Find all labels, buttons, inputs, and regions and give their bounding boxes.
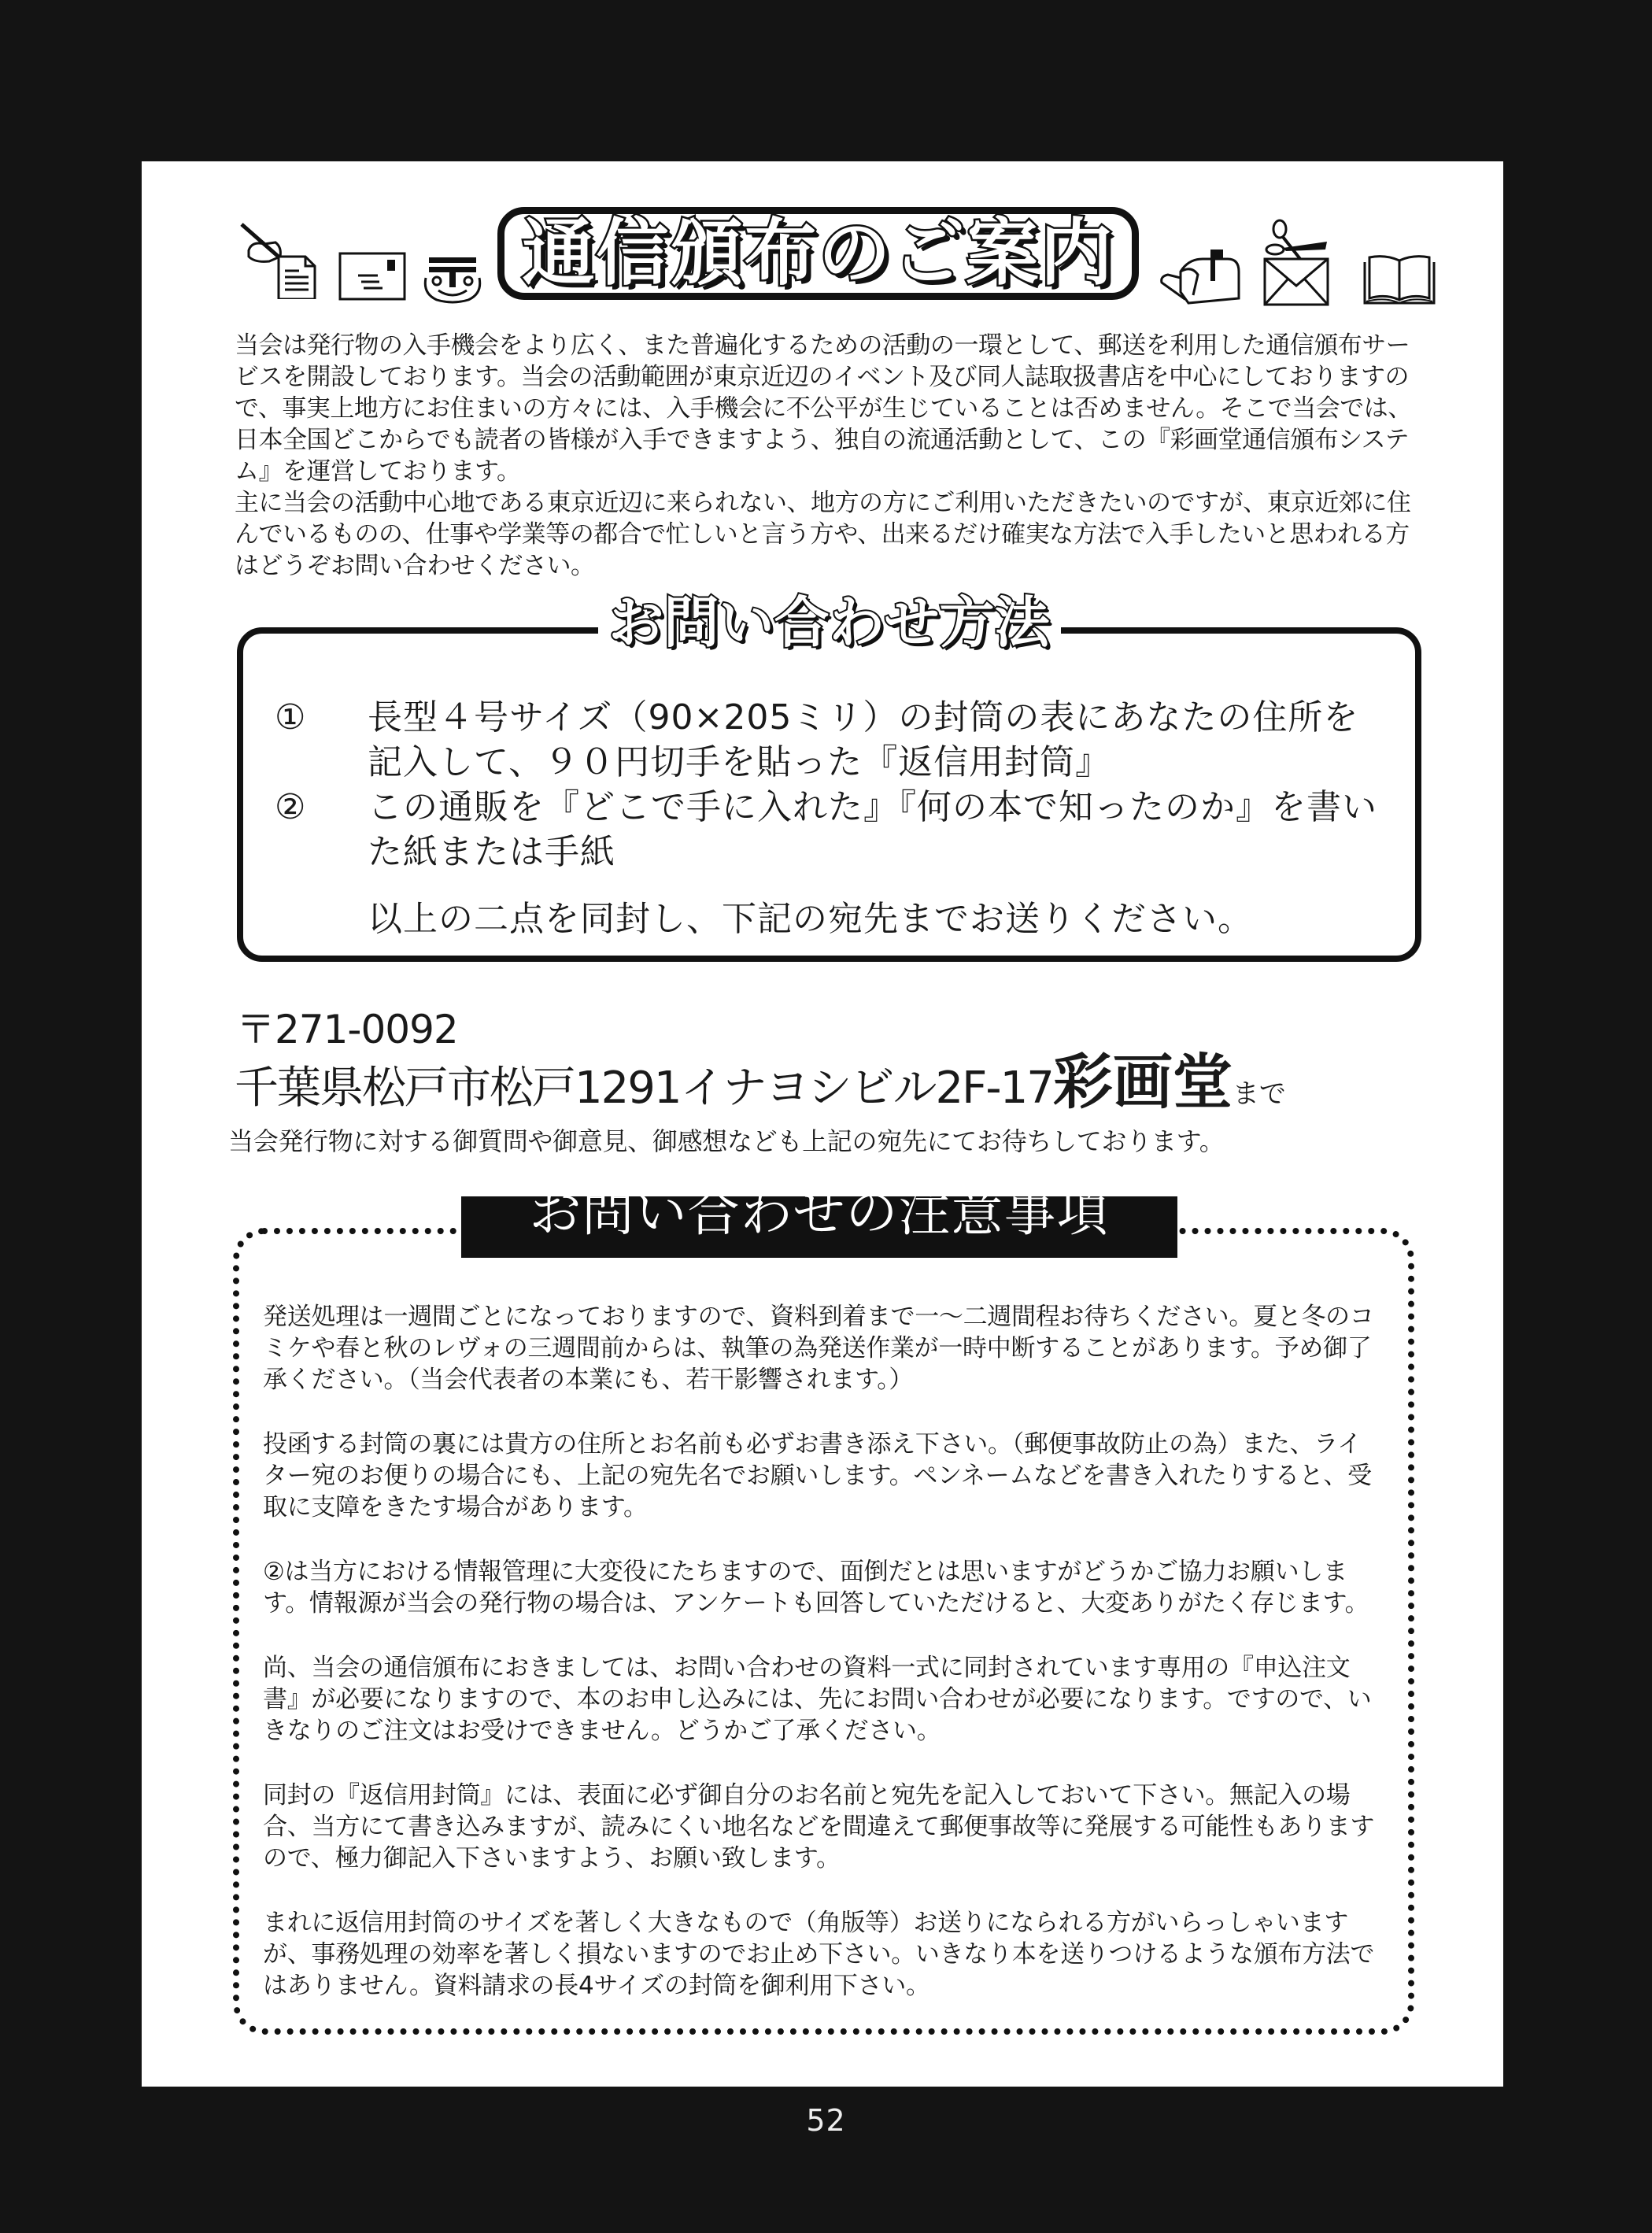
item-text: 長型４号サイズ（90×205ミリ）の封筒の表にあなたの住所を記入して、９０円切手を貼った『返信用封筒』 xyxy=(368,697,1359,782)
caution-paragraph: ②は当方における情報管理に大変役にたちますので、面倒だとは思いますがどうかご協力お願いします。情報源が当会の発行物の場合は、アンケートも回答していただけると、大変ありがたく存じます。 xyxy=(263,1558,1369,1617)
intro-paragraph: 当会は発行物の入手機会をより広く、また普遍化するための活動の一環として、郵送を利用した通信頒布サービスを開設しております。当会の活動範囲が東京近辺のイベント及び同人誌取扱書店を中心にしておりますので、事実上地方にお住まいの方々には、入手機会に不公平が生じていることは否めません。そこで当会では、日本全国どこからでも読者の皆様が入手できますよう、独自の流通活動として、この『彩画堂通信頒布システム』を運営しております。 xyxy=(235,331,1412,486)
organization-name: 彩画堂 xyxy=(1052,1047,1233,1117)
caution-paragraph: 投函する封筒の裏には貴方の住所とお名前も必ずお書き添え下さい。（郵便事故防止の為）また、ライター宛のお便りの場合にも、上記の宛先名でお願いします。ペンネームなどを書き入れたりすると、受取に支障をきたす場合があります。 xyxy=(263,1430,1372,1521)
page-number: 52 xyxy=(806,2103,846,2138)
inquiry-method-footer: 以上の二点を同封し、下記の宛先までお送りください。 xyxy=(368,899,1253,939)
caution-title-text: お問い合わせの注意事項 xyxy=(529,1182,1110,1243)
address-line: 千葉県松戸市松戸1291イナヨシビル2F-17 xyxy=(235,1063,1053,1114)
writing-hand-document-icon xyxy=(238,220,316,299)
page-title: 通信頒布のご案内 xyxy=(522,211,1114,295)
inquiry-method-box xyxy=(237,590,1421,962)
intro-paragraph: 主に当会の活動中心地である東京近辺に来られない、地方の方にご利用いただきたいのですが、東京近郊に住んでいるものの、仕事や学業等の都合で忙しいと言う方や、出来るだけ確実な方法で入手したいと思われる方はどうぞお問い合わせください。 xyxy=(235,489,1411,580)
inquiry-method-item xyxy=(275,785,1392,874)
item-number: ① xyxy=(275,697,307,738)
caution-paragraph: 尚、当会の通信頒布におきましては、お問い合わせの資料一式に同封されています専用の『申込注文書』が必要になりますので、本のお申し込みには、先にお問い合わせが必要になります。ですので、いきなりのご注文はお受けできません。どうかご了承ください。 xyxy=(263,1654,1372,1745)
caution-paragraph: 発送処理は一週間ごとになっておりますので、資料到着まで一～二週間程お待ちください。夏と冬のコミケや春と秋のレヴォの三週間前からは、執筆の為発送作業が一時中断することがあります。予め御了承ください。（当会代表者の本業にも、若干影響されます。） xyxy=(263,1303,1374,1394)
item-text: この通販を『どこで手に入れた』『何の本で知ったのか』を書いた紙または手紙 xyxy=(368,787,1377,872)
address-suffix: まで xyxy=(1232,1078,1286,1110)
scissors-envelope-icon xyxy=(1262,218,1330,306)
item-number: ② xyxy=(275,787,307,827)
mailing-address xyxy=(235,1047,1286,1126)
inquiry-method-title: お問い合わせ方法 xyxy=(598,593,1061,653)
document-page xyxy=(142,161,1503,2087)
open-book-icon xyxy=(1362,254,1437,306)
envelope-icon xyxy=(338,252,406,301)
postal-mark-face-icon xyxy=(421,256,484,305)
address-note: 当会発行物に対する御質問や御意見、御感想なども上記の宛先にてお待ちしております。 xyxy=(228,1126,1225,1156)
inquiry-method-item xyxy=(275,695,1392,785)
title-banner xyxy=(497,207,1139,300)
caution-paragraph: 同封の『返信用封筒』には、表面に必ず御自分のお名前と宛先を記入しておいて下さい。無記入の場合、当方にて書き込みますが、読みにくい地名などを間違えて郵便事故等に発展する可能性もありますので、極力御記入下さいますよう、お願い致します。 xyxy=(263,1781,1375,1873)
postal-code: 〒271-0092 xyxy=(236,1007,458,1052)
caution-box xyxy=(233,1182,1414,2035)
caution-title xyxy=(461,1182,1177,1258)
mailbox-icon xyxy=(1157,248,1244,307)
caution-body xyxy=(263,1301,1380,2035)
caution-paragraph: まれに返信用封筒のサイズを著しく大きなもので（角版等）お送りになられる方がいらっしゃいますが、事務処理の効率を著しく損ないますのでお止め下さい。いきなり本を送りつけるような頒布方法ではありません。資料請求の長4サイズの封筒を御利用下さい。 xyxy=(263,1909,1375,2000)
inquiry-method-list xyxy=(275,695,1392,941)
intro-text xyxy=(235,330,1423,582)
